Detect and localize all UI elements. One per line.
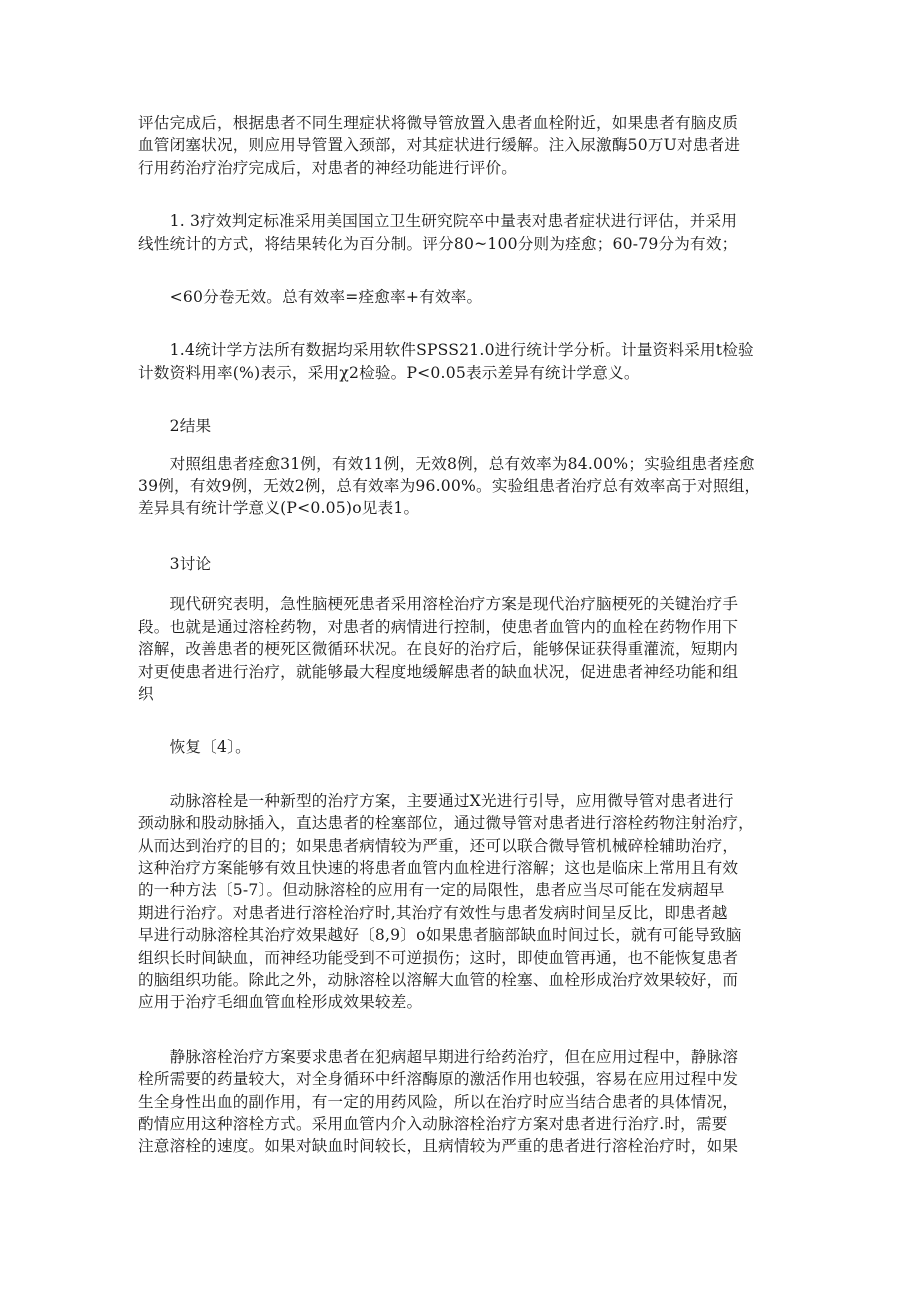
text-line: 39例，有效9例，无效2例，总有效率为96.00%。实验组患者治疗总有效率高于对照组， xyxy=(138,477,761,496)
paragraph-statistics xyxy=(138,339,784,384)
section-heading-results xyxy=(138,415,784,437)
text-line: <60分卷无效。总有效率=痊愈率+有效率。 xyxy=(138,288,483,307)
text-line: 评估完成后，根据患者不同生理症状将微导管放置入患者血栓附近，如果患者有脑皮质 xyxy=(138,114,739,132)
text-line: 段。也就是通过溶栓药物，对患者的病情进行控制，使患者血管内的血栓在药物作用下 xyxy=(138,617,739,636)
text-line: 对照组患者痊愈31例，有效11例，无效8例，总有效率为84.00%；实验组患者痊愈 xyxy=(138,454,755,473)
text-line: 组织长时间缺血，而神经功能受到不可逆损伤；这时，即使血管再通，也不能恢复患者 xyxy=(138,948,739,967)
text-line: 差异具有统计学意义(P<0.05)o见表1。 xyxy=(138,499,420,518)
text-line: 血管闭塞状况，则应用导管置入颈部，对其症状进行缓解。注入尿激酶50万U对患者进 xyxy=(138,136,741,155)
text-line: 恢复〔4〕。 xyxy=(138,738,251,757)
text-line: 期进行治疗。对患者进行溶栓治疗时,其治疗有效性与患者发病时间呈反比，即患者越 xyxy=(138,903,728,922)
text-line: 2结果 xyxy=(138,417,212,436)
section-heading-discussion xyxy=(138,553,784,575)
text-line: 动脉溶栓是一种新型的治疗方案，主要通过X光进行引导，应用微导管对患者进行 xyxy=(138,791,734,810)
text-line: 早进行动脉溶栓其治疗效果越好〔8,9〕o如果患者脑部缺血时间过长，就有可能导致脑 xyxy=(138,926,742,945)
paragraph-discussion-intro xyxy=(138,593,784,705)
text-line: 织 xyxy=(138,684,154,703)
paragraph-efficacy-formula xyxy=(138,286,784,308)
text-line: 1.4统计学方法所有数据均采用软件SPSS21.0进行统计学分析。计量资料采用t检验 xyxy=(138,341,754,360)
text-line: 的一种方法〔5-7〕。但动脉溶栓的应用有一定的局限性，患者应当尽可能在发病超早 xyxy=(138,881,725,900)
text-line: 行用药治疗治疗完成后，对患者的神经功能进行评价。 xyxy=(138,158,518,177)
paragraph-assessment xyxy=(138,112,784,179)
text-line: 静脉溶栓治疗方案要求患者在犯病超早期进行给药治疗，但在应用过程中，静脉溶 xyxy=(138,1047,739,1066)
document-page xyxy=(138,112,784,1158)
paragraph-recovery xyxy=(138,736,784,758)
paragraph-venous-thrombolysis xyxy=(138,1046,784,1158)
text-line: 现代研究表明，急性脑梗死患者采用溶栓治疗方案是现代治疗脑梗死的关键治疗手 xyxy=(138,595,739,614)
paragraph-efficacy-criteria xyxy=(138,210,784,255)
text-line: 1. 3疗效判定标准采用美国国立卫生研究院卒中量表对患者症状进行评估，并采用 xyxy=(138,212,738,231)
text-line: 的脑组织功能。除此之外，动脉溶栓以溶解大血管的栓塞、血栓形成治疗效果较好，而 xyxy=(138,970,739,989)
text-line: 3讨论 xyxy=(138,554,212,573)
text-line: 计数资料用率(%)表示，采用χ2检验。P<0.05表示差异有统计学意义。 xyxy=(138,363,640,382)
text-line: 从而达到治疗的目的；如果患者病情较为严重，还可以联合微导管机械碎栓辅助治疗， xyxy=(138,836,739,855)
text-line: 线性统计的方式，将结果转化为百分制。评分80~100分则为痊愈；60-79分为有效； xyxy=(138,234,738,253)
text-line: 栓所需要的药量较大，对全身循环中纤溶酶原的激活作用也较强，容易在应用过程中发 xyxy=(138,1070,739,1089)
text-line: 注意溶栓的速度。如果对缺血时间较长，且病情较为严重的患者进行溶栓治疗时，如果 xyxy=(138,1137,739,1156)
paragraph-results xyxy=(138,453,784,520)
text-line: 对更使患者进行治疗，就能够最大程度地缓解患者的缺血状况，促进患者神经功能和组 xyxy=(138,662,739,681)
text-line: 这种治疗方案能够有效且快速的将患者血管内血栓进行溶解；这也是临床上常用且有效 xyxy=(138,858,739,877)
paragraph-arterial-thrombolysis xyxy=(138,790,784,1014)
text-line: 溶解，改善患者的梗死区微循环状况。在良好的治疗后，能够保证获得重灌流，短期内 xyxy=(138,640,739,659)
text-line: 生全身性出血的副作用，有一定的用药风险，所以在治疗时应当结合患者的具体情况， xyxy=(138,1092,739,1111)
text-line: 颈动脉和股动脉插入，直达患者的栓塞部位，通过微导管对患者进行溶栓药物注射治疗， xyxy=(138,814,754,833)
text-line: 酌情应用这种溶栓方式。采用血管内介入动脉溶栓治疗方案对患者进行治疗.时，需要 xyxy=(138,1115,728,1133)
text-line: 应用于治疗毛细血管血栓形成效果较差。 xyxy=(138,993,423,1012)
